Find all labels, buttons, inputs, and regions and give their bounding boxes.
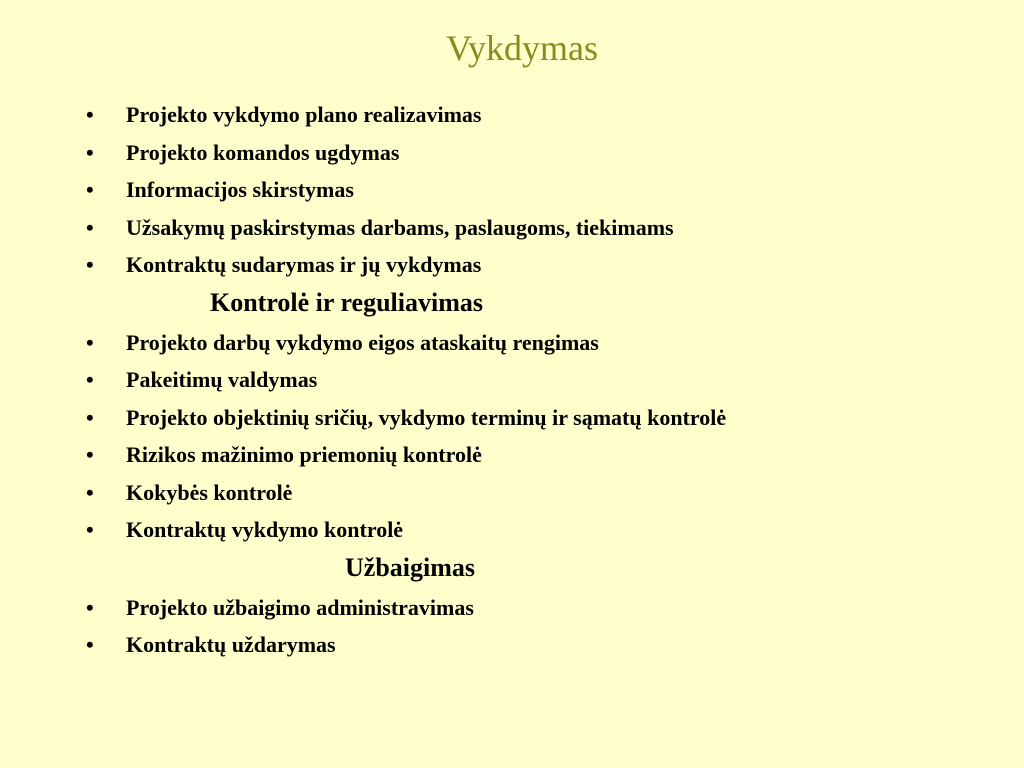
list-item xyxy=(0,246,1024,284)
list-item-text: Rizikos mažinimo priemonių kontrolė xyxy=(126,442,482,467)
bullet-icon: • xyxy=(86,517,94,542)
list-item-text: Pakeitimų valdymas xyxy=(126,367,318,392)
list-item xyxy=(0,96,1024,134)
list-item xyxy=(0,474,1024,512)
list-item-text: Projekto darbų vykdymo eigos ataskaitų rengimas xyxy=(126,329,599,355)
list-item xyxy=(0,324,1024,362)
bullet-icon: • xyxy=(86,214,94,240)
bullet-icon: • xyxy=(86,329,94,355)
list-item-text: Kontraktų uždarymas xyxy=(126,632,336,657)
list-item xyxy=(0,589,1024,627)
bullet-icon: • xyxy=(86,367,94,392)
slide-title: Vykdymas xyxy=(446,28,598,68)
bullet-icon: • xyxy=(86,139,94,165)
bullet-icon: • xyxy=(86,177,94,202)
section-heading-text: Kontrolė ir reguliavimas xyxy=(210,287,483,317)
list-item xyxy=(0,626,1024,664)
section-heading-text: Užbaigimas xyxy=(345,552,475,582)
list-item xyxy=(0,511,1024,549)
list-item xyxy=(0,361,1024,399)
bullet-icon: • xyxy=(86,594,94,620)
list-item-text: Kontraktų sudarymas ir jų vykdymas xyxy=(126,252,482,277)
bullet-icon: • xyxy=(86,479,94,505)
list-item-text: Informacijos skirstymas xyxy=(126,177,354,202)
list-item xyxy=(0,436,1024,474)
bullet-icon: • xyxy=(86,252,94,277)
list-item-text: Projekto užbaigimo administravimas xyxy=(126,594,474,620)
list-item xyxy=(0,399,1024,437)
list-item-text: Projekto komandos ugdymas xyxy=(126,139,400,165)
list-item-text: Kontraktų vykdymo kontrolė xyxy=(126,517,404,542)
bullet-icon: • xyxy=(86,442,94,467)
bullet-icon: • xyxy=(86,102,94,127)
bullet-list xyxy=(0,96,1024,664)
list-item-text: Projekto objektinių sričių, vykdymo terminų ir sąmatų kontrolė xyxy=(126,404,727,430)
section-heading-completion xyxy=(0,549,1024,589)
list-item-text: Projekto vykdymo plano realizavimas xyxy=(126,102,482,127)
list-item xyxy=(0,134,1024,172)
section-heading-control xyxy=(0,284,1024,324)
list-item-text: Kokybės kontrolė xyxy=(126,479,293,505)
bullet-icon: • xyxy=(86,632,94,657)
list-item xyxy=(0,209,1024,247)
list-item xyxy=(0,171,1024,209)
list-item-text: Užsakymų paskirstymas darbams, paslaugoms, tiekimams xyxy=(126,214,674,240)
bullet-icon: • xyxy=(86,404,94,430)
